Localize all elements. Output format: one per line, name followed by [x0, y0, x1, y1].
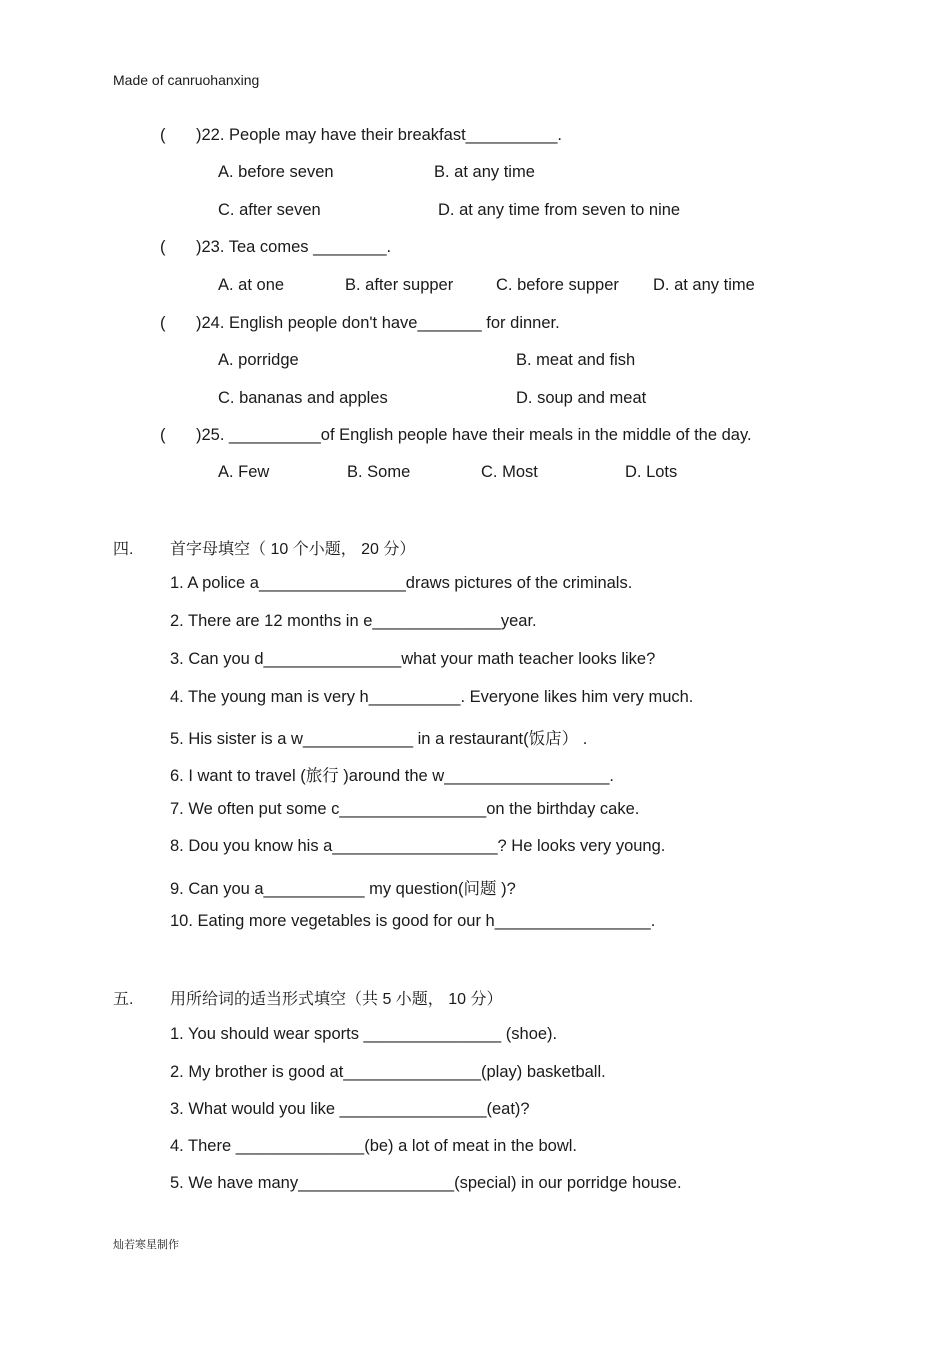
- section-5-number: 五.: [113, 991, 134, 1008]
- question-25-option-c: C. Most: [481, 463, 538, 481]
- question-24-option-c: C. bananas and apples: [218, 389, 388, 407]
- answer-paren: (: [160, 314, 166, 332]
- section-4-item: 10. Eating more vegetables is good for our h_________________.: [170, 912, 656, 930]
- question-25-option-d: D. Lots: [625, 463, 678, 481]
- section-4-item: 4. The young man is very h__________. Everyone likes him very much.: [170, 688, 694, 706]
- question-23-option-c: C. before supper: [496, 276, 619, 294]
- answer-paren: (: [160, 238, 166, 256]
- section-5-item: 2. My brother is good at_______________(play) basketball.: [170, 1063, 606, 1081]
- question-22-option-c: C. after seven: [218, 201, 321, 219]
- section-5-item: 1. You should wear sports _______________ (shoe).: [170, 1025, 558, 1043]
- question-24-option-b: B. meat and fish: [516, 351, 636, 369]
- section-4-item: 1. A police a________________draws pictures of the criminals.: [170, 574, 633, 592]
- question-24-stem: )24. English people don't have_______ for dinner.: [196, 314, 560, 332]
- answer-paren: (: [160, 126, 166, 144]
- question-23-option-a: A. at one: [218, 276, 285, 294]
- section-4-item: 8. Dou you know his a__________________? He looks very young.: [170, 837, 666, 855]
- section-4-item: 3. Can you d_______________what your math teacher looks like?: [170, 650, 656, 668]
- page-header: Made of canruohanxing: [113, 72, 260, 88]
- section-4-item: 6. I want to travel (旅行 )around the w__________________.: [170, 767, 614, 785]
- question-25-option-a: A. Few: [218, 463, 270, 481]
- question-24-option-a: A. porridge: [218, 351, 299, 369]
- section-5-item: 4. There ______________(be) a lot of meat in the bowl.: [170, 1137, 577, 1155]
- question-25-option-b: B. Some: [347, 463, 411, 481]
- question-24-option-d: D. soup and meat: [516, 389, 647, 407]
- question-22-option-b: B. at any time: [434, 163, 535, 181]
- section-4-number: 四.: [113, 541, 134, 558]
- question-25-stem: )25. __________of English people have their meals in the middle of the day.: [196, 426, 752, 444]
- section-4-item: 9. Can you a___________ my question(问题 )?: [170, 880, 516, 898]
- question-23-stem: )23. Tea comes ________.: [196, 238, 392, 256]
- question-22-option-d: D. at any time from seven to nine: [438, 201, 681, 219]
- section-5-item: 5. We have many_________________(special) in our porridge house.: [170, 1174, 682, 1192]
- page-footer: 灿若寒星制作: [113, 1239, 179, 1251]
- question-22-option-a: A. before seven: [218, 163, 334, 181]
- section-4-item: 2. There are 12 months in e______________year.: [170, 612, 537, 630]
- section-4-title: 首字母填空（ 10 个小题， 20 分）: [170, 541, 416, 558]
- answer-paren: (: [160, 426, 166, 444]
- question-22-stem: )22. People may have their breakfast__________.: [196, 126, 562, 144]
- question-23-option-b: B. after supper: [345, 276, 454, 294]
- section-4-item: 7. We often put some c________________on the birthday cake.: [170, 800, 640, 818]
- section-5-title: 用所给词的适当形式填空（共 5 小题， 10 分）: [170, 991, 503, 1008]
- section-4-item: 5. His sister is a w____________ in a restaurant(饭店） .: [170, 730, 588, 748]
- section-5-item: 3. What would you like ________________(eat)?: [170, 1100, 530, 1118]
- question-23-option-d: D. at any time: [653, 276, 755, 294]
